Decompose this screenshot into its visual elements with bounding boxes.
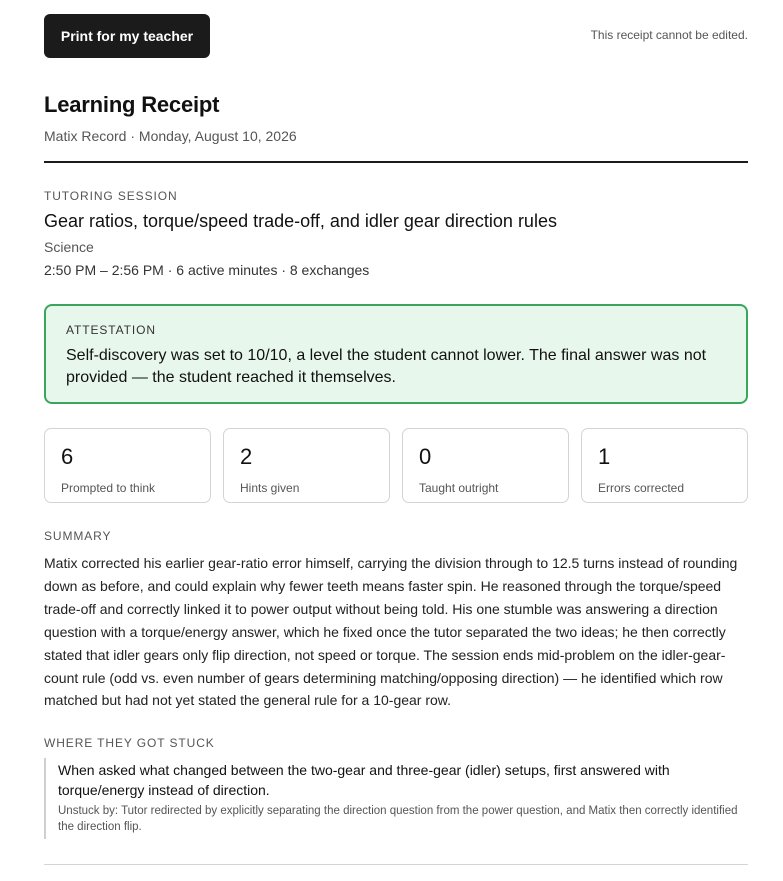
stat-value: 6	[61, 444, 74, 469]
stuck-section-label: WHERE THEY GOT STUCK	[44, 736, 215, 750]
stat-card-errors	[581, 428, 748, 503]
page-title: Learning Receipt	[44, 92, 220, 117]
header-divider	[44, 161, 748, 163]
session-title: Gear ratios, torque/speed trade-off, and idler gear direction rules	[44, 211, 557, 231]
stuck-text: When asked what changed between the two-gear and three-gear (idler) setups, first answered with torque/energy instead of direction.	[58, 762, 670, 798]
locked-note: This receipt cannot be edited.	[590, 28, 748, 42]
print-for-teacher-button[interactable]: Print for my teacher	[44, 14, 210, 58]
stat-card-taught	[402, 428, 569, 503]
unstuck-note: Unstuck by: Tutor redirected by explicitly separating the direction question from the power question, and Matix then correctly identified the direction flip.	[58, 805, 738, 833]
stat-card-prompted	[44, 428, 211, 503]
stuck-item	[44, 758, 748, 839]
summary-text: Matix corrected his earlier gear-ratio error himself, carrying the division through to 12.5 turns instead of rounding down as before, and could explain why fewer teeth means faster spin. He reasoned through the torque/speed trade-off and correctly linked it to power output without being told. His one stumble was answering a direction question with a torque/energy answer, which he fixed once the tutor separated the two ideas; he then correctly stated that idler gears only flip direction, not speed or torque. The session ends mid-problem on the idler-gear-count rule (odd vs. even number of gears determining matching/opposing direction) — he identified which row matched but had not yet stated the general rule for a 10-gear row.	[44, 555, 738, 709]
stats-row	[44, 428, 748, 503]
session-meta: 2:50 PM – 2:56 PM · 6 active minutes · 8 exchanges	[44, 262, 370, 278]
footer-divider	[44, 864, 748, 865]
session-section-label: TUTORING SESSION	[44, 189, 178, 203]
stat-card-hints	[223, 428, 390, 503]
session-subject: Science	[44, 239, 94, 255]
stat-label: Errors corrected	[598, 481, 685, 495]
attestation-box	[44, 304, 748, 404]
stat-label: Prompted to think	[61, 481, 156, 495]
attestation-label: ATTESTATION	[66, 323, 156, 337]
summary-section-label: SUMMARY	[44, 529, 112, 543]
stat-label: Taught outright	[419, 481, 499, 495]
attestation-text: Self-discovery was set to 10/10, a level the student cannot lower. The final answer was not provided — the student reached it themselves.	[66, 347, 707, 386]
page-subtitle: Matix Record · Monday, August 10, 2026	[44, 128, 297, 144]
stat-value: 1	[598, 444, 611, 469]
stat-label: Hints given	[240, 481, 300, 495]
stat-value: 2	[240, 444, 253, 469]
stat-value: 0	[419, 444, 432, 469]
